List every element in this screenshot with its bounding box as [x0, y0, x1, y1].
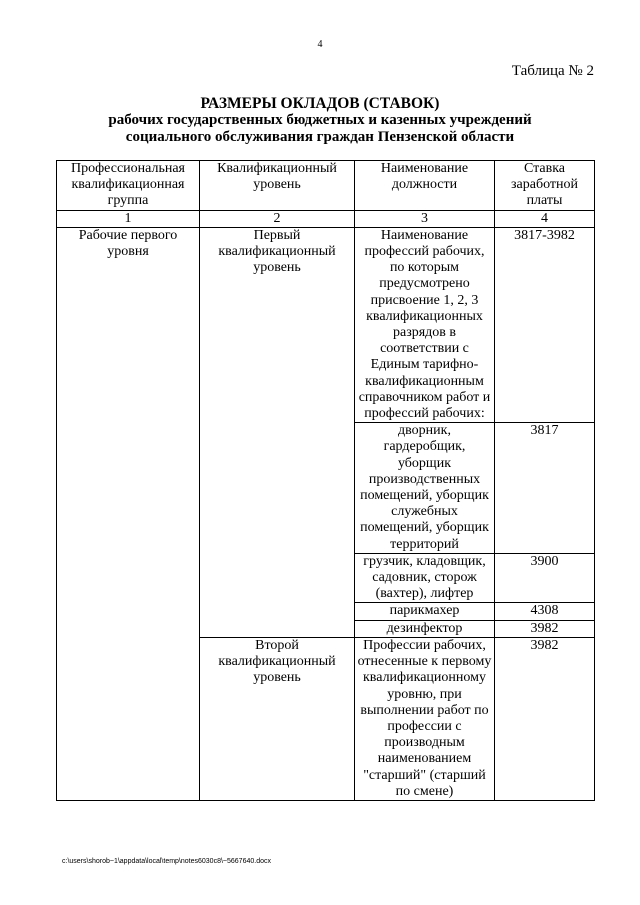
footer-file-path: c:\users\shorob~1\appdata\local\temp\notes6030c8\~5667640.docx — [62, 858, 271, 865]
position-cell: парикмахер — [355, 603, 495, 620]
title-line-2: рабочих государственных бюджетных и казенных учреждений — [108, 112, 532, 128]
rate-cell: 3982 — [495, 637, 595, 800]
header-group-text: Профессиональная квалификационная группа — [70, 161, 185, 209]
column-number: 3 — [355, 210, 495, 227]
table-row — [57, 227, 595, 422]
rate-cell: 4308 — [495, 603, 595, 620]
salary-table — [56, 160, 595, 801]
column-number: 1 — [57, 210, 200, 227]
level-2-name: Второй квалификационный уровень — [218, 637, 336, 686]
level-cell — [200, 227, 355, 637]
group-name: Рабочие первого уровня — [78, 227, 178, 260]
header-position-text: Наименование должности — [380, 161, 469, 193]
header-rate-text: Ставка заработной платы — [511, 161, 578, 209]
rate-cell: 3817 — [495, 423, 595, 554]
position-cell — [355, 553, 495, 603]
title-line-3: социального обслуживания граждан Пензенской области — [125, 129, 515, 145]
header-group — [57, 161, 200, 211]
position-name: Наименование профессий рабочих, по которым предусмотрено присвоение 1, 2, 3 квалификационных разрядов в соответствии с Единым тарифно-квалификационным справочником работ и профессий рабочих: — [358, 227, 491, 422]
column-number-row — [57, 210, 595, 227]
header-row — [57, 161, 595, 211]
position-name: Профессии рабочих, отнесенные к первому квалификационному уровню, при выполнении работ по профессии с производным наименованием "старший" (старший по смене) — [357, 637, 492, 799]
position-name: дворник, гардеробщик, уборщик производственных помещений, уборщик служебных помещений, уборщик территорий — [360, 423, 489, 552]
header-level — [200, 161, 355, 211]
table-label: Таблица № 2 — [511, 63, 594, 79]
level-cell — [200, 637, 355, 800]
header-rate — [495, 161, 595, 211]
position-cell — [355, 227, 495, 422]
position-name: грузчик, кладовщик, садовник, сторож (вахтер), лифтер — [363, 553, 486, 602]
column-number: 2 — [200, 210, 355, 227]
position-cell — [355, 637, 495, 800]
rate-cell: 3982 — [495, 620, 595, 637]
title-line-1: РАЗМЕРЫ ОКЛАДОВ (СТАВОК) — [200, 95, 440, 112]
position-cell — [355, 423, 495, 554]
page-number: 4 — [317, 39, 323, 50]
rate-cell: 3900 — [495, 553, 595, 603]
position-cell: дезинфектор — [355, 620, 495, 637]
group-cell — [57, 227, 200, 800]
column-number: 4 — [495, 210, 595, 227]
header-position — [355, 161, 495, 211]
header-level-text: Квалификационный уровень — [217, 161, 337, 193]
rate-cell: 3817-3982 — [495, 227, 595, 422]
document-title — [0, 95, 640, 146]
level-1-name: Первый квалификационный уровень — [218, 227, 336, 276]
